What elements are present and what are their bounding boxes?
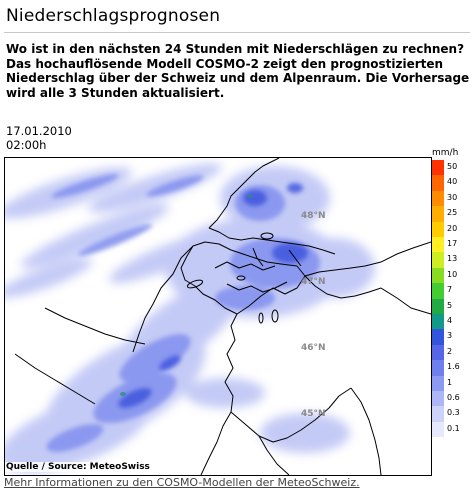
legend-tick-label: 10 <box>447 269 458 279</box>
legend-color-swatch <box>432 422 444 437</box>
legend-color-swatch <box>432 345 444 360</box>
legend-color-swatch <box>432 206 444 221</box>
more-info-link[interactable]: Mehr Informationen zu den COSMO-Modellen der MeteoSchweiz. <box>4 476 360 489</box>
legend-tick-label: 17 <box>447 239 458 248</box>
latitude-label: 46°N <box>301 343 326 353</box>
legend-tick-label: 40 <box>447 177 458 187</box>
legend-tick-label: 0.6 <box>447 393 460 402</box>
legend-tick-label: 0.3 <box>447 408 460 418</box>
legend-color-swatch <box>432 237 444 252</box>
legend-tick-label: 5 <box>447 300 453 310</box>
latitude-label: 48°N <box>301 211 326 221</box>
forecast-time: 02:00h <box>6 138 47 152</box>
forecast-timestamp <box>6 124 72 152</box>
legend-color-swatch <box>432 252 444 267</box>
legend-color-swatch <box>432 175 444 190</box>
page-title: Niederschlagsprognosen <box>6 6 221 26</box>
legend-tick-label: 2 <box>447 346 453 356</box>
legend-color-swatch <box>432 283 444 298</box>
intro-text: Wo ist in den nächsten 24 Stunden mit Niederschlägen zu rechnen? Das hochauflösende Modell COSMO-2 zeigt den prognostizierten Niederschlag über der Schweiz und dem Alpenraum. Die Vorhersage wird alle 3 Stunden aktualisiert. <box>6 42 470 100</box>
legend-tick-label: 1.6 <box>447 362 460 372</box>
forecast-date: 17.01.2010 <box>6 124 72 138</box>
precipitation-field <box>5 158 375 475</box>
legend-tick-label: 20 <box>447 223 458 233</box>
legend-color-swatch <box>432 329 444 344</box>
precipitation-map <box>4 157 432 476</box>
legend-color-swatch <box>432 268 444 283</box>
legend-tick-label: 0.1 <box>447 423 460 433</box>
map-source: Quelle / Source: MeteoSwiss <box>6 462 150 472</box>
legend-tick-label: 25 <box>447 208 458 218</box>
precipitation-legend <box>432 148 472 470</box>
legend-color-swatch <box>432 191 444 206</box>
legend-color-swatch <box>432 299 444 314</box>
legend-color-swatch <box>432 406 444 421</box>
legend-color-swatch <box>432 376 444 391</box>
legend-tick-label: 50 <box>447 162 458 171</box>
title-divider <box>4 32 470 33</box>
legend-color-swatch <box>432 222 444 237</box>
legend-color-swatch <box>432 314 444 329</box>
legend-color-swatch <box>432 160 444 175</box>
legend-color-swatch <box>432 360 444 375</box>
legend-tick-label: 7 <box>447 285 453 295</box>
latitude-label: 47°N <box>301 277 326 287</box>
legend-tick-label: 13 <box>447 254 458 264</box>
legend-tick-label: 1 <box>447 377 453 387</box>
legend-tick-label: 30 <box>447 192 458 202</box>
legend-tick-label: 4 <box>447 316 453 325</box>
legend-unit: mm/h <box>432 148 459 158</box>
latitude-label: 45°N <box>301 409 326 419</box>
legend-color-swatch <box>432 391 444 406</box>
legend-tick-label: 3 <box>447 331 453 341</box>
